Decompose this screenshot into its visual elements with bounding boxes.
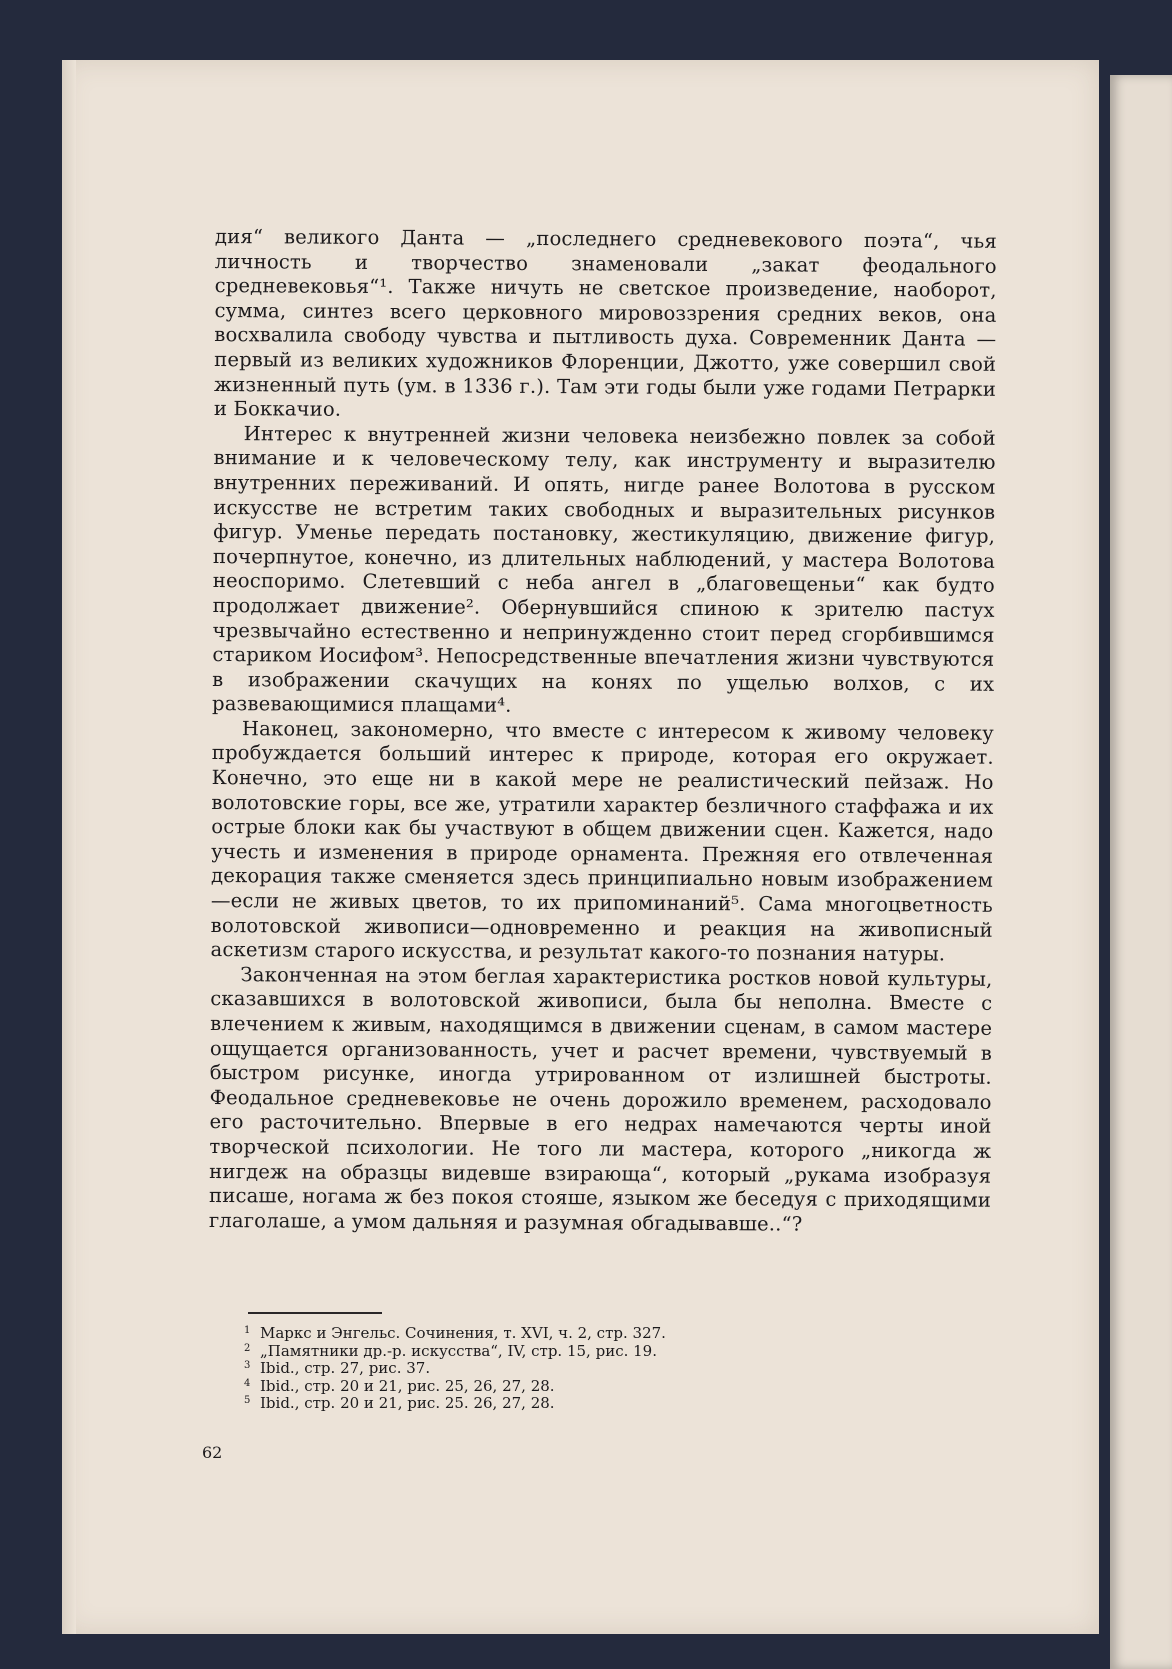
footnote-number: 2 xyxy=(244,1342,251,1354)
footnote-text: „Памятники др.-р. искусства“, IV, стр. 15, рис. 19. xyxy=(260,1341,657,1360)
footnote-text: Ibid., стр. 27, рис. 37. xyxy=(260,1359,431,1377)
footnote-5 xyxy=(244,1395,944,1413)
footnote-text: Ibid., стр. 20 и 21, рис. 25. 26, 27, 28. xyxy=(260,1394,555,1412)
footnote-number: 4 xyxy=(244,1377,251,1389)
footnotes xyxy=(244,1325,944,1413)
next-page-edge xyxy=(1110,75,1172,1669)
footnote-number: 3 xyxy=(244,1360,251,1371)
paragraph-1: дия“ великого Данта — „последнего средневекового поэта“, чья личность и творчество знаменовали „закат феодального средневековья“¹. Также ничуть не светское произведение, наоборот, сумма, синтез всего церковного мировоззрения средних веков, она восхвалила свободу чувства и пытливость духа. Современник Данта — первый из великих художников Флоренции, Джотто, уже совершил свой жизненный путь (ум. в 1336 г.). Там эти годы были уже годами Петрарки и Боккачио. xyxy=(213,225,997,421)
paragraph-2: Интерес к внутренней жизни человека неизбежно повлек за собой внимание и к человеческому телу, как инструменту и выразителю внутренних переживаний. И опять, нигде ранее Волотова в русском искусстве не встретим таких свободных и выразительных рисунков фигур. Уменье передать постановку, жестикуляцию, движение фигур, почерпнутое, конечно, из длительных наблюдений, у мастера Волотова неоспоримо. Слетевший с неба ангел в „благовещеньи“ как будто продолжает движение². Обернувшийся спиною к зрителю пастух чрезвычайно естественно и непринужденно стоит перед сгорбившимся стариком Иосифом³. Непосредственные впечатления жизни чувствуются в изображении скачущих на конях по ущелью волхов, с их развевающимися плащами⁴. xyxy=(212,421,996,718)
footnote-4 xyxy=(244,1378,944,1396)
footnote-number: 5 xyxy=(244,1395,251,1406)
page-binding-edge xyxy=(62,60,76,1634)
footnote-2 xyxy=(244,1343,944,1361)
paragraph-3: Наконец, закономерно, что вместе с интересом к живому человеку пробуждается больший интерес к природе, которая его окружает. Конечно, это еще ни в какой мере не реалистический пейзаж. Но волотовские горы, все же, утратили характер безличного стаффажа и их острые блоки как бы участвуют в общем движении сцен. Кажется, надо учесть и изменения в природе орнамента. Прежняя его отвлеченная декорация также сменяется здесь принципиально новым изображением—если не живых цветов, то их припоминаний⁵. Сама многоцветность волотовской живописи—одновременно и реакция на живописный аскетизм старого искусства, и результат какого-то познания натуры. xyxy=(210,717,994,966)
footnote-text: Маркс и Энгельс. Сочинения, т. XVI, ч. 2, стр. 327. xyxy=(260,1324,666,1342)
paragraph-4: Законченная на этом беглая характеристика ростков новой культуры, сказавшихся в волотовской живописи, была бы неполна. Вместе с влечением к живым, находящимся в движении сценам, в самом мастере ощущается организованность, учет и расчет времени, чувствуемый в быстром рисунке, иногда утрированном от излишней быстроты. Феодальное средневековье не очень дорожило временем, расходовало его расточительно. Впервые в его недрах намечаются черты иной творческой психологии. Не того ли мастера, которого „никогда ж нигдеж на образцы видевше взирающа“, который „рукама изобразуя писаше, ногама ж без покоя стояше, языком же беседуя с приходящими глаголаше, а умом дальняя и разумная обгадывавше..“? xyxy=(208,962,993,1236)
footnote-number: 1 xyxy=(244,1325,251,1336)
page-number: 62 xyxy=(202,1443,223,1462)
footnote-3 xyxy=(244,1360,944,1378)
footnote-divider xyxy=(248,1312,382,1314)
footnote-text: Ibid., стр. 20 и 21, рис. 25, 26, 27, 28. xyxy=(260,1376,555,1395)
body-text xyxy=(209,225,997,1238)
footnote-1 xyxy=(244,1325,944,1343)
